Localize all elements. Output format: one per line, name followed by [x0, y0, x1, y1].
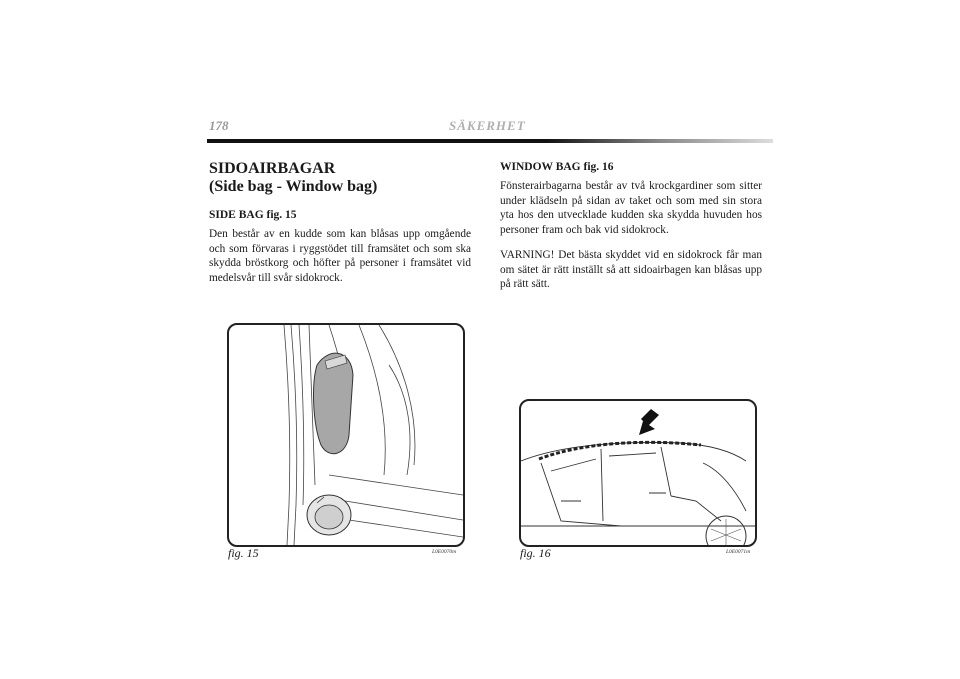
figure-16-window-bag — [519, 399, 757, 547]
side-bag-paragraph: Den består av en kudde som kan blåsas upp omgående och som förvaras i ryggstödet till framsätet och som ska skydda bröstkorg och höfter på personer i framsätet vid medelsvår till svår sidokrock. — [209, 228, 471, 284]
heading-line-1: SIDOAIRBAGAR — [209, 160, 336, 177]
page-heading — [209, 160, 471, 196]
car-window-bag-illustration — [521, 401, 755, 545]
page-number: 178 — [209, 118, 229, 133]
figure-15-code: L0E0070m — [432, 549, 457, 555]
figure-16-code: L0E0071m — [726, 549, 751, 555]
left-column — [209, 160, 471, 296]
figure-16-caption: fig. 16 — [520, 546, 551, 560]
window-bag-paragraph: Fönsterairbagarna består av två krockgardiner som sitter under klädseln på sidan av taket och som med sin stora yta hos den utvecklade kudden ska skydda huvuden hos personer fram och bak vid sidokrock. — [500, 180, 762, 236]
header-rule — [207, 139, 773, 143]
side-bag-subheading: SIDE BAG fig. 15 — [209, 209, 297, 221]
right-column — [500, 160, 762, 303]
warning-paragraph: VARNING! Det bästa skyddet vid en sidokrock får man om sätet är rätt inställt så att sidoairbagen kan blåsas upp på rätt sätt. — [500, 249, 762, 290]
seat-side-bag-illustration — [229, 325, 463, 545]
figure-15-side-bag — [227, 323, 465, 547]
window-bag-subheading: WINDOW BAG fig. 16 — [500, 161, 614, 173]
heading-line-2: (Side bag - Window bag) — [209, 178, 378, 195]
section-title: SÄKERHET — [449, 118, 526, 133]
figure-15-caption: fig. 15 — [228, 546, 259, 560]
